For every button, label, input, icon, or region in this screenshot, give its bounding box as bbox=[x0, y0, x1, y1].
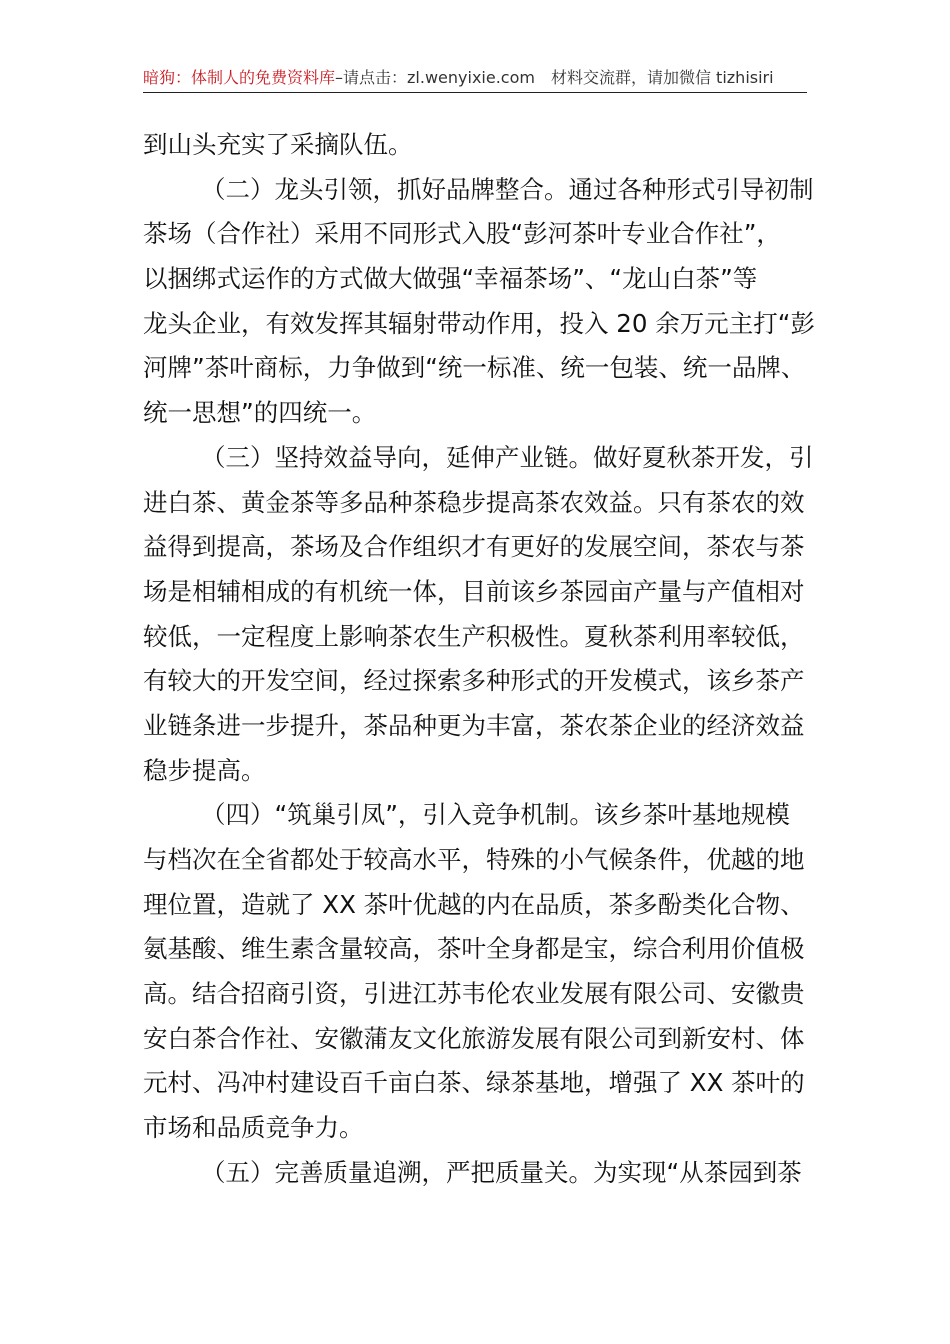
text-line: 益得到提高，茶场及合作组织才有更好的发展空间，茶农与茶 bbox=[143, 532, 805, 562]
text-line: 有较大的开发空间，经过探索多种形式的开发模式，该乡茶产 bbox=[143, 666, 805, 696]
text-line: 元村、冯冲村建设百千亩白茶、绿茶基地，增强了 XX 茶叶的 bbox=[143, 1068, 805, 1098]
text-line: 河牌”茶叶商标，力争做到“统一标准、统一包装、统一品牌、 bbox=[143, 353, 806, 383]
text-line: 进白茶、黄金茶等多品种茶稳步提高茶农效益。只有茶农的效 bbox=[143, 487, 805, 517]
header-url-link[interactable]: zl.wenyixie.com bbox=[407, 68, 535, 87]
section-heading-line: （五）完善质量追溯，严把质量关。为实现“从茶园到茶 bbox=[201, 1157, 802, 1187]
text-line: 与档次在全省都处于较高水平，特殊的小气候条件，优越的地 bbox=[143, 845, 805, 874]
section-heading-line: （二）龙头引领，抓好品牌整合。通过各种形式引导初制 bbox=[201, 174, 814, 204]
text-line: 场是相辅相成的有机统一体，目前该乡茶园亩产量与产值相对 bbox=[143, 576, 805, 606]
document-body bbox=[143, 123, 813, 1196]
text-line: 到山头充实了采摘队伍。 bbox=[143, 130, 413, 159]
text-line: 稳步提高。 bbox=[143, 755, 266, 785]
text-line: 理位置，造就了 XX 茶叶优越的内在品质，茶多酚类化合物、 bbox=[143, 889, 805, 919]
section-heading-line: （三）坚持效益导向，延伸产业链。做好夏秋茶开发，引 bbox=[201, 442, 814, 472]
text-line: 统一思想”的四统一。 bbox=[143, 398, 377, 428]
text-line: 龙头企业，有效发挥其辐射带动作用，投入 20 余万元主打“彭 bbox=[143, 308, 815, 338]
header-contact: 材料交流群，请加微信 tizhisiri bbox=[550, 68, 774, 87]
text-line: 氨基酸、维生素含量较高，茶叶全身都是宝，综合利用价值极 bbox=[143, 934, 805, 964]
header-click-label: –请点击： bbox=[335, 68, 408, 87]
text-line: 以捆绑式运作的方式做大做强“幸福茶场”、“龙山白茶”等 bbox=[143, 264, 758, 294]
text-line: 高。结合招商引资，引进江苏韦伦农业发展有限公司、安徽贵 bbox=[143, 979, 805, 1009]
section-heading-line: （四）“筑巢引凤”，引入竞争机制。该乡茶叶基地规模 bbox=[201, 800, 790, 830]
header-brand: 暗狗：体制人的免费资料库 bbox=[143, 68, 336, 87]
text-line: 茶场（合作社）采用不同形式入股“彭河茶叶专业合作社”， bbox=[143, 219, 781, 249]
text-line: 市场和品质竞争力。 bbox=[143, 1113, 364, 1143]
page-header bbox=[143, 64, 807, 93]
text-line: 较低，一定程度上影响茶农生产积极性。夏秋茶利用率较低， bbox=[143, 621, 805, 651]
text-line: 安白茶合作社、安徽蒲友文化旅游发展有限公司到新安村、体 bbox=[143, 1023, 805, 1053]
text-line: 业链条进一步提升，茶品种更为丰富，茶农茶企业的经济效益 bbox=[143, 710, 805, 740]
